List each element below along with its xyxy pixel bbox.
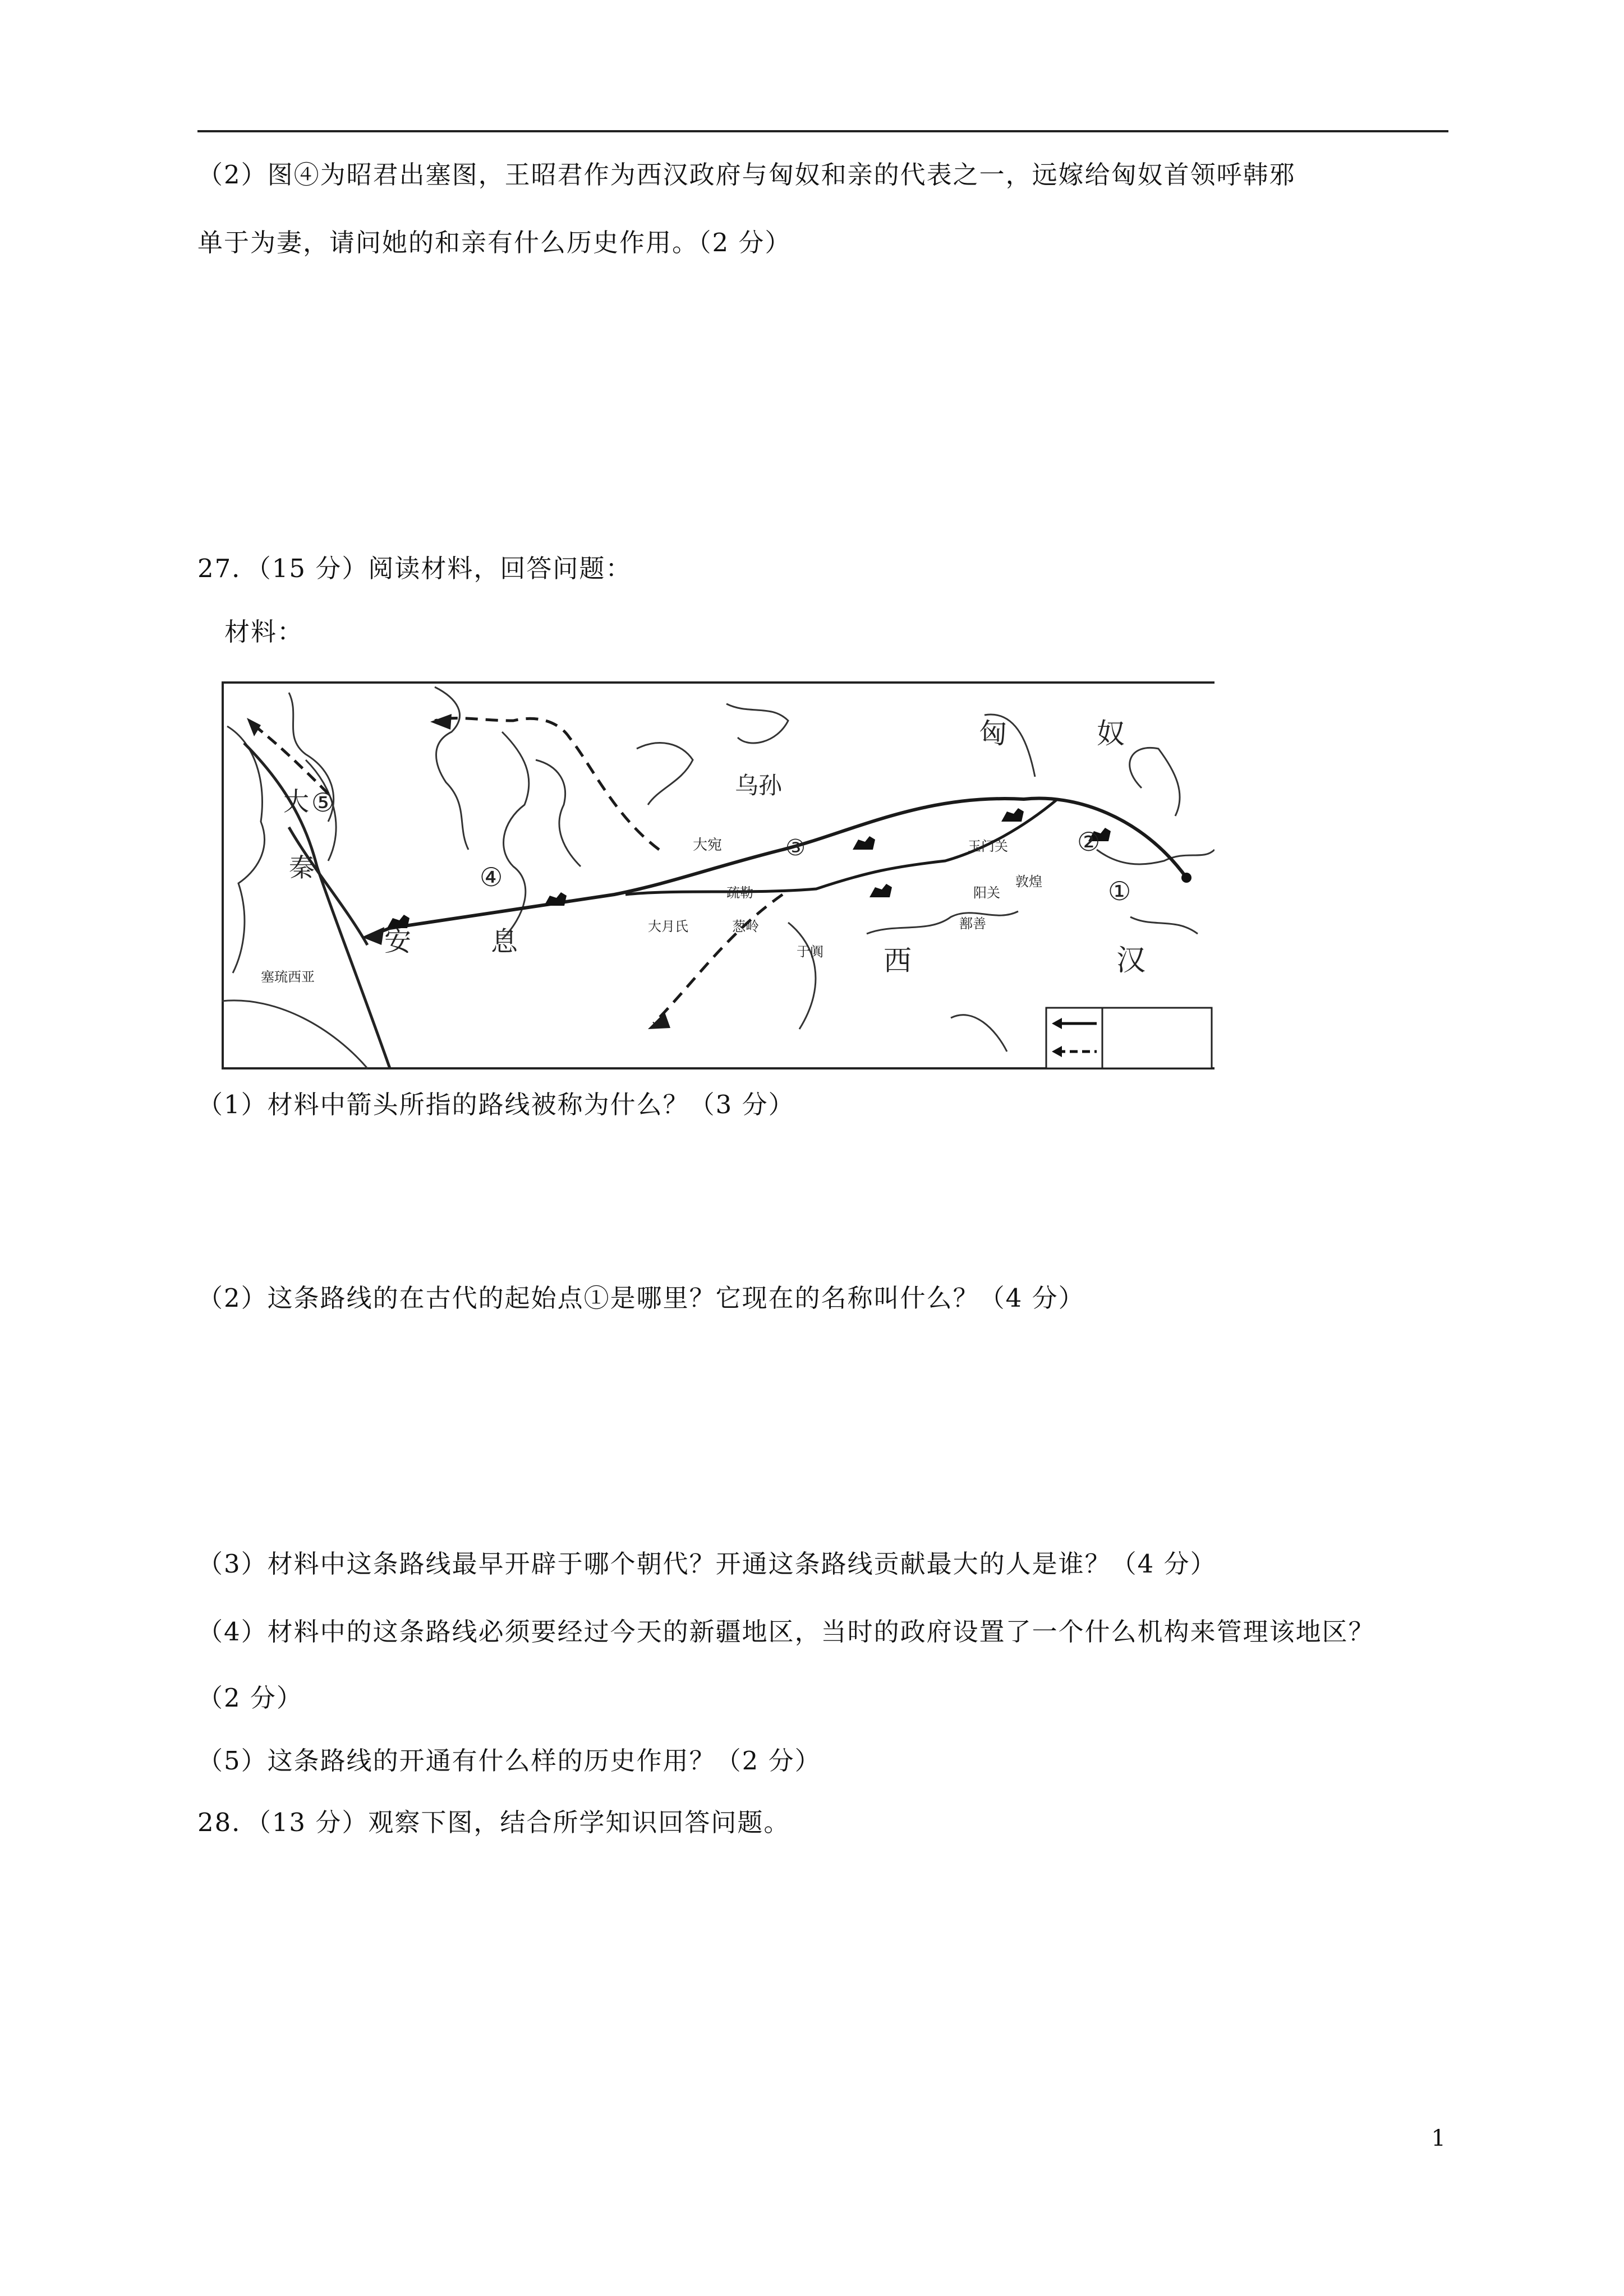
- q27-title: 27．（15 分）阅读材料，回答问题：: [197, 554, 632, 583]
- q28-title: 28．（13 分）观察下图，结合所学知识回答问题。: [197, 1808, 790, 1837]
- q27-q5: （5）这条路线的开通有什么样的历史作用？（2 分）: [197, 1746, 821, 1776]
- map-label-yutian: 于阗: [797, 944, 823, 960]
- map-label-xiongnu-1: 匈: [979, 717, 1007, 750]
- q27-q1: （1）材料中箭头所指的路线被称为什么？（3 分）: [197, 1090, 795, 1119]
- camel-icon: [853, 836, 875, 850]
- q26-part2-line1: （2）图④为昭君出塞图，王昭君作为西汉政府与匈奴和亲的代表之一，远嫁给匈奴首领呼韩邪: [197, 160, 1296, 190]
- changan-point: [1181, 873, 1191, 883]
- map-marker-3: ③: [785, 835, 806, 861]
- dashed-south-branch: [654, 895, 783, 1023]
- map-label-syria: 塞琉西亚: [261, 969, 315, 985]
- q27-q2: （2）这条路线的在古代的起始点①是哪里？它现在的名称叫什么？（4 分）: [197, 1283, 1085, 1313]
- map-label-daqin-1: 大: [283, 786, 309, 817]
- map-label-xiyu: 西: [884, 944, 912, 977]
- map-label-dunhuang: 敦煌: [1015, 874, 1042, 889]
- q27-q4-line2: （2 分）: [197, 1683, 303, 1713]
- map-label-yumenguan: 玉门关: [968, 838, 1008, 854]
- map-legend: [1046, 1008, 1212, 1068]
- q27-q4-line1: （4）材料中的这条路线必须要经过今天的新疆地区，当时的政府设置了一个什么机构来管理该地区？: [197, 1617, 1375, 1647]
- legend-answer-box: [1102, 1008, 1212, 1068]
- map-label-shanshan: 鄯善: [959, 916, 986, 932]
- map-marker-5: ⑤: [311, 787, 335, 818]
- q27-material-label: 材料：: [224, 617, 304, 647]
- q26-part2-line2: 单于为妻，请问她的和亲有什么历史作用。（2 分）: [197, 228, 792, 257]
- map-label-congling: 葱岭: [732, 919, 759, 934]
- camel-icon: [869, 884, 892, 897]
- q27-q3: （3）材料中这条路线最早开辟于哪个朝代？开通这条路线贡献最大的人是谁？（4 分）: [197, 1549, 1217, 1579]
- dashed-nw-branch: [255, 726, 328, 794]
- camel-icon: [544, 892, 567, 906]
- dashed-arrow-north: [430, 714, 452, 730]
- map-label-yangguan: 阳关: [973, 885, 1000, 901]
- map-label-shule: 疏勒: [726, 885, 753, 901]
- dashed-north-route: [435, 718, 659, 850]
- map-label-anxi-2: 息: [491, 926, 518, 957]
- map-marker-4: ④: [480, 862, 503, 892]
- map-marker-2: ②: [1077, 827, 1101, 857]
- map-label-xiongnu-2: 奴: [1097, 717, 1125, 750]
- map-marker-1: ①: [1108, 876, 1131, 906]
- map-label-daqin-2: 秦: [289, 852, 315, 883]
- map-label-wusun: 乌孙: [735, 772, 783, 799]
- header-rule: [197, 130, 1448, 132]
- map-label-dayuezhi: 大月氏: [648, 919, 688, 934]
- silk-road-map: [222, 681, 1214, 1071]
- dashed-arrow-south: [648, 1012, 670, 1029]
- map-label-dawan: 大宛: [693, 837, 723, 854]
- dashed-arrow-nw: [247, 718, 261, 736]
- camel-icon: [1001, 808, 1024, 822]
- map-label-anxi-1: 安: [384, 926, 412, 957]
- page-number: 1: [1431, 2126, 1446, 2151]
- map-label-han: 汉: [1116, 944, 1146, 978]
